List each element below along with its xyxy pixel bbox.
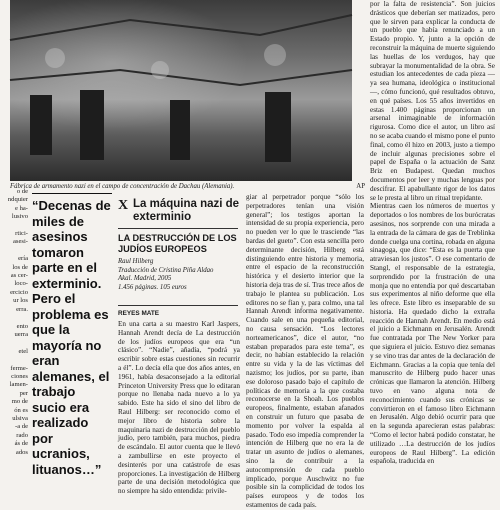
edge-line: ndquier (7, 196, 28, 204)
byline-rule (118, 305, 238, 306)
edge-line: ento (16, 322, 28, 330)
article-column-2 (246, 193, 364, 509)
caption-text: Fábrica de armamento nazi en el campo de concentración de Dachau (Alemania). (10, 183, 235, 190)
column-3-text-bottom: Mientras caen los números de muertos y deportados o los nombres de los burócratas asesinos, nos sorprende con una mirada a la entrada de la cámara de gas de Treblinka donde cuelga una cortina, robada en alguna sinagoga, que dice: “Esta es la puerta que atraviesan los justos”. O ese comentario de Stangl, el responsable de la estrategia, sorprendido por la frustración de una monja que no entendía por qué descartaban sus experimentos al niño deforme que ella les ofrece. Este libro es inseparable de su historia. Ha quedado dicho la extraña reacción de Hannah Arendt. En medio está el juicio a Eichmann en Jerusalén. Arendt fue contratada por The New Yorker para que siguiera el juicio. Estuvo diez semanas y se vino tras dar antes de la declaración de Eichmann. Gracias a la copia que tenía del manuscrito de Hilberg pudo hacer unas crónicas que llamaron la atención. Hilberg tuvo en vano alguna nota de reconocimiento cuando sus crónicas se convirtieron en el famoso libro Eichmann en Jerusalén. Algo debió ocurrir para que en la segunda aparecieran estas palabras: “Como el lector habrá podido constatar, he utilizado …La destrucción de los judíos europeos de Raul Hilberg”. La edición española, traducida en (370, 202, 495, 466)
article-photo (10, 0, 352, 181)
edge-line: los de (12, 263, 28, 271)
edge-line: lusivo (11, 213, 28, 221)
edge-line: ulsiva (12, 414, 28, 422)
edge-line: lamen- (9, 381, 28, 389)
column-2-text: giar al perpetrador porque “sólo los perpetradores tenían una visión general”; los testigos aportan la intensidad de su propia experiencia, pero no pueden ver lo que le trasciende “las bardas del gueto”. Con esta sencilla pero determinante decisión, Hilberg está distinguiendo entre historia y memoria, entre el espacio de la reconstrucción histórica y el desierto interior que la historia deja tras de sí. Tras trece años de trabajo le plantea su publicación. Los editores no se fían y, para colmo, una tal Hannah Arendt informa negativamente. Cuando sale en una pequeña editorial, no causa sensación. “Los lectores norteamericanos”, dice el autor, “no estaban preparados para este tema”, es decir, no habían establecido la relación entre su vida y la de las víctimas del nazismo; los judíos, por su parte, iban ese doloroso pasado bajo el capítulo de políticas de memoria a la que costaba reconocerse en la Shoah. Los pueblos europeos, finalmente, estaban afanados en construir un futuro que pasaba de momento por volver la espalda al pasado. Todo eso impedía comprender la intención de Hilberg que no era la de tratar un asunto de judíos o alemanes, sino la de contribuir a la autocomprensión de cada pueblo implicado, porque Auschwitz no fue posible sin la complicidad de todos los países europeos y de todos los estamentos de cada país. (246, 193, 364, 509)
article-column-1 (118, 320, 240, 500)
edge-line: ás de (14, 440, 28, 448)
edge-column-left (0, 188, 28, 457)
edge-line: ferme- (10, 364, 28, 372)
edge-line: erra. (16, 305, 28, 313)
edge-line (0, 247, 28, 255)
section-title: La máquina nazi de exterminio (133, 198, 240, 223)
edge-line: loco- (14, 280, 28, 288)
edge-line: etel (18, 347, 28, 355)
edge-line (0, 222, 28, 230)
edge-line: ería (18, 255, 28, 263)
edge-line: asesi- (12, 238, 28, 246)
book-translator: Traducción de Cristina Piña Aldao (118, 266, 214, 274)
book-pages-price: 1.456 páginas. 105 euros (118, 283, 187, 291)
edge-line: ados (15, 448, 28, 456)
quote-divider (32, 193, 112, 194)
edge-line: rtici- (15, 230, 28, 238)
photo-credit: AP (356, 183, 365, 190)
byline: REYES MATE (118, 310, 160, 317)
edge-line: ercicio (10, 288, 28, 296)
edge-line: as cer- (10, 272, 28, 280)
article-column-3 (370, 0, 495, 500)
edge-line (0, 356, 28, 364)
edge-line: o de (16, 188, 28, 195)
edge-line: ciones (11, 372, 28, 380)
edge-line (0, 314, 28, 322)
edge-column-lines (0, 188, 28, 457)
book-title: LA DESTRUCCIÓN DE LOS JUDÍOS EUROPEOS (118, 233, 237, 254)
book-publisher: Akal. Madrid, 2005 (118, 275, 172, 282)
edge-line: e ha- (15, 204, 28, 212)
edge-line: ón es (14, 406, 28, 414)
edge-line: ur los (13, 297, 28, 305)
book-meta (118, 258, 238, 292)
pull-quote: “Decenas de miles de asesinos tomaron parte en el exterminio. Pero el problema es que la mayoría no eran alemanes, el trabajo sucio era realizado por ucranios, lituanos…” (32, 198, 111, 477)
column-3-text-top: por la falta de resistencia”. Son juicios drásticos que deberían ser matizados, pero que le sirven para explicar la conducta de un pueblo que había renunciado a un Estado propio. Y, junto a la opción de reconstruir la máquina de muerte siguiendo las huellas de los verdugos, hay que subrayar la monumentalidad de la obra. Se estudian los antecedentes de cada pieza —ya sea humana, ideológica o institucional—, cómo funcionó, qué resultados obtuvo, en qué países. Los 55 años invertidos en estas 1.400 páginas proporcionan un arsenal inimaginable de información rigurosa. Como dice el autor, un libro así no se acaba cuando el mismo pone el punto final, como él hizo en 2003, justo a tiempo de incluir algunas precisiones sobre el papel de España o la actuación de Sanz Briz en Budapest. Quedan muchos documentos por leer y muchas lenguas por descifrar. El apabullante rigor de los datos se le presta al libro un ritual trepidante. (370, 0, 495, 202)
factory-image (10, 0, 352, 181)
column-1-text: En una carta a su maestro Karl Jaspers, Hannah Arendt decía de La destrucción de los judíos europeos que era “un clásico”. “Nadie”, añadía, “podrá ya escribir sobre estas cuestiones sin recurrir a él”. Lo decía ella que dos años antes, en 1961, había desaconsejado a la editorial Princeton University Press que lo editaran porque no llenaba nada nuevo a lo ya sabido. Este ha sido el sino del libro de Raul Hilberg: ser reconocido como el mejor libro de historia sobre la maquinaria nazi de destrucción del pueblo judío, pero también, para muchos, piedra de escándalo. El autor cuenta que le llevó a zambullirse en este proyecto el desinterés por una catástrofe de esas proporciones. La investigación de Hilberg parte de una decisión metodológica que no siempre ha sido entendida: privile- (118, 320, 240, 496)
section-x-icon: X (118, 198, 129, 213)
edge-line: mo de (11, 398, 28, 406)
photo-caption (10, 183, 365, 190)
edge-line: per (19, 389, 28, 397)
book-author: Raul Hilberg (118, 258, 154, 265)
section-rule (118, 228, 238, 229)
edge-line (0, 339, 28, 347)
edge-line: -a de (15, 423, 28, 431)
edge-line: uerra (14, 330, 28, 338)
edge-line: rado (16, 431, 28, 439)
